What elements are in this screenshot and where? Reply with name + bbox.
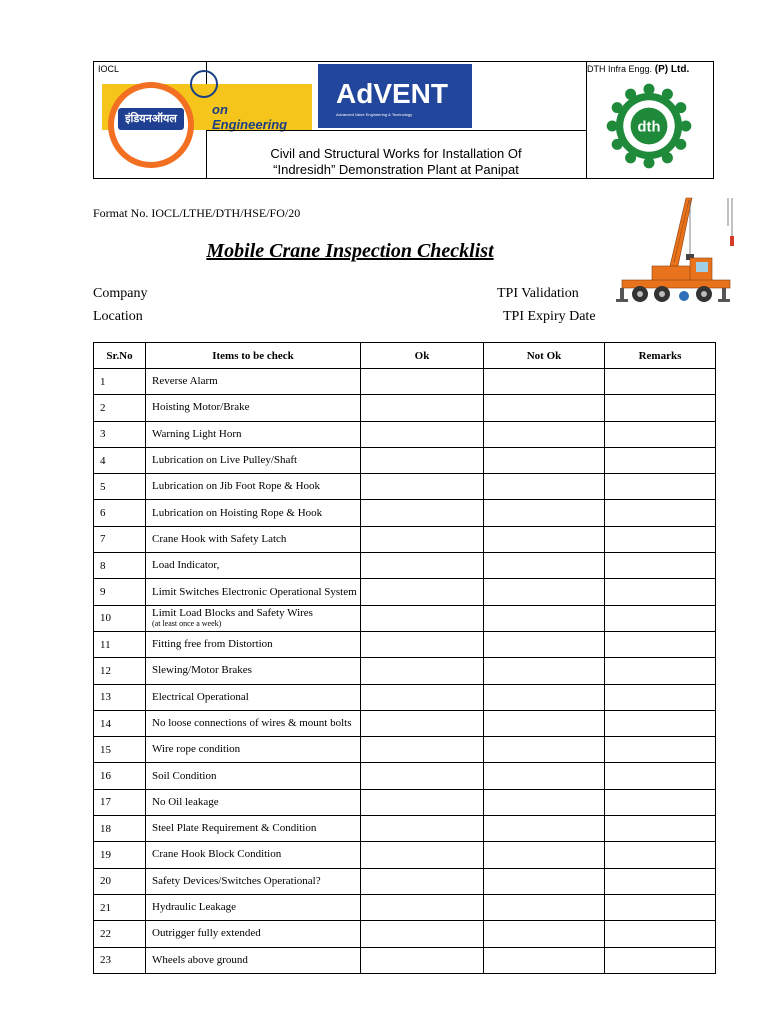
row-item-text: Fitting free from Distortion [152,638,273,651]
not-ok-cell[interactable] [484,684,605,710]
header-not-ok: Not Ok [484,343,605,369]
not-ok-cell[interactable] [484,894,605,920]
inspection-checklist-table [93,342,716,974]
table-row [94,474,716,500]
crane-illustration [612,196,736,308]
table-row [94,526,716,552]
remarks-cell[interactable] [605,710,716,736]
row-sr-no: 9 [94,579,146,605]
not-ok-cell[interactable] [484,842,605,868]
ok-cell[interactable] [361,789,484,815]
table-row [94,789,716,815]
iocl-logo-text: इंडियनऑयल [118,108,184,130]
row-sr-no: 2 [94,395,146,421]
advent-logo [318,64,472,128]
dth-cell [586,62,714,178]
company-label: Company [93,286,148,301]
row-item-text: Outrigger fully extended [152,927,261,940]
not-ok-cell[interactable] [484,553,605,579]
ok-cell[interactable] [361,553,484,579]
table-row [94,500,716,526]
row-item [146,500,361,526]
row-item [146,947,361,973]
ok-cell[interactable] [361,710,484,736]
document-header [93,61,714,179]
table-row [94,605,716,631]
ok-cell[interactable] [361,500,484,526]
remarks-cell[interactable] [605,658,716,684]
table-row [94,868,716,894]
ok-cell[interactable] [361,737,484,763]
not-ok-cell[interactable] [484,921,605,947]
not-ok-cell[interactable] [484,631,605,657]
iocl-logo [108,82,194,168]
row-item [146,447,361,473]
ok-cell[interactable] [361,605,484,631]
row-item [146,816,361,842]
ok-cell[interactable] [361,631,484,657]
not-ok-cell[interactable] [484,395,605,421]
project-title-line1: Civil and Structural Works for Installation Of [270,146,522,161]
header-ok: Ok [361,343,484,369]
ok-cell[interactable] [361,369,484,395]
table-row [94,921,716,947]
row-sr-no: 12 [94,658,146,684]
row-item-text: Crane Hook Block Condition [152,848,282,861]
not-ok-cell[interactable] [484,447,605,473]
row-item-text: Lubrication on Live Pulley/Shaft [152,454,298,467]
ok-cell[interactable] [361,395,484,421]
table-row [94,947,716,973]
table-row [94,684,716,710]
not-ok-cell[interactable] [484,737,605,763]
row-item-text: Warning Light Horn [152,427,242,440]
not-ok-cell[interactable] [484,868,605,894]
row-item [146,684,361,710]
row-item-text: Wheels above ground [152,953,248,966]
table-row [94,421,716,447]
row-item [146,894,361,920]
row-item-text: Steel Plate Requirement & Condition [152,822,317,835]
row-sr-no: 5 [94,474,146,500]
remarks-cell[interactable] [605,631,716,657]
ok-cell[interactable] [361,526,484,552]
row-item [146,474,361,500]
remarks-cell[interactable] [605,947,716,973]
row-item [146,579,361,605]
ok-cell[interactable] [361,579,484,605]
table-row [94,894,716,920]
remarks-cell[interactable] [605,921,716,947]
remarks-cell[interactable] [605,500,716,526]
row-item [146,395,361,421]
ok-cell[interactable] [361,894,484,920]
row-sr-no: 19 [94,842,146,868]
row-sr-no: 3 [94,421,146,447]
row-item-text: Lubrication on Jib Foot Rope & Hook [152,480,321,493]
row-item-text: Limit Switches Electronic Operational System [152,585,357,598]
ok-cell[interactable] [361,447,484,473]
table-row [94,658,716,684]
not-ok-cell[interactable] [484,500,605,526]
row-sr-no: 8 [94,553,146,579]
row-item [146,369,361,395]
table-row [94,447,716,473]
row-item [146,921,361,947]
ok-cell[interactable] [361,658,484,684]
ok-cell[interactable] [361,868,484,894]
not-ok-cell[interactable] [484,789,605,815]
row-sr-no: 11 [94,631,146,657]
row-sr-no: 14 [94,710,146,736]
iocl-label: IOCL [98,64,120,74]
row-item-text: Crane Hook with Safety Latch [152,532,287,545]
remarks-cell[interactable] [605,842,716,868]
table-row [94,842,716,868]
row-item-text: No loose connections of wires & mount bolts [152,717,352,729]
header-sr-no: Sr.No [94,343,146,369]
row-item-text: Hydraulic Leakage [152,901,236,914]
not-ok-cell[interactable] [484,421,605,447]
row-item-text: Wire rope condition [152,743,241,756]
row-item-text: Soil Condition [152,769,217,782]
project-title-line2: “Indresidh” Demonstration Plant at Panipat [273,162,519,177]
not-ok-cell[interactable] [484,579,605,605]
remarks-cell[interactable] [605,868,716,894]
row-item [146,737,361,763]
ok-cell[interactable] [361,684,484,710]
advent-logo-subtitle: Advanced Valve Engineering & Technology [336,112,413,117]
not-ok-cell[interactable] [484,816,605,842]
remarks-cell[interactable] [605,369,716,395]
dth-logo [603,80,695,172]
table-row [94,737,716,763]
row-sr-no: 6 [94,500,146,526]
ok-cell[interactable] [361,474,484,500]
project-title [206,146,586,178]
table-row [94,710,716,736]
remarks-cell[interactable] [605,395,716,421]
lt-logo-mark [190,70,218,98]
table-header-row [94,343,716,369]
not-ok-cell[interactable] [484,474,605,500]
location-label: Location [93,309,143,324]
row-sr-no: 1 [94,369,146,395]
not-ok-cell[interactable] [484,526,605,552]
header-remarks: Remarks [605,343,716,369]
dth-logo-text: dth [637,119,661,136]
row-sr-no: 10 [94,605,146,631]
row-item-text: Safety Devices/Switches Operational? [152,874,321,887]
row-item [146,605,361,631]
dth-label: DTH Infra Engg. (P) Ltd. [587,64,690,75]
not-ok-cell[interactable] [484,658,605,684]
table-row [94,395,716,421]
row-item-text: Electrical Operational [152,690,249,703]
not-ok-cell[interactable] [484,369,605,395]
row-item [146,553,361,579]
row-item-text: Limit Load Blocks and Safety Wires [152,607,313,620]
table-row [94,816,716,842]
remarks-cell[interactable] [605,789,716,815]
row-sr-no: 4 [94,447,146,473]
not-ok-cell[interactable] [484,763,605,789]
header-items: Items to be check [146,343,361,369]
row-item [146,421,361,447]
row-item-text: Hoisting Motor/Brake [152,401,250,414]
row-item [146,789,361,815]
row-sr-no: 18 [94,816,146,842]
remarks-cell[interactable] [605,447,716,473]
remarks-cell[interactable] [605,579,716,605]
remarks-cell[interactable] [605,894,716,920]
row-item [146,710,361,736]
row-sr-no: 15 [94,737,146,763]
row-sr-no: 20 [94,868,146,894]
ok-cell[interactable] [361,763,484,789]
row-sr-no: 23 [94,947,146,973]
remarks-cell[interactable] [605,763,716,789]
not-ok-cell[interactable] [484,605,605,631]
lt-logo-text: on Engineering [212,102,288,132]
row-item-text: No Oil leakage [152,795,219,808]
row-item-text: Lubrication on Hoisting Rope & Hook [152,506,323,519]
row-item [146,763,361,789]
row-item [146,658,361,684]
not-ok-cell[interactable] [484,947,605,973]
row-item [146,526,361,552]
remarks-cell[interactable] [605,816,716,842]
row-sr-no: 17 [94,789,146,815]
table-row [94,763,716,789]
tpi-expiry-label: TPI Expiry Date [503,309,596,324]
table-row [94,631,716,657]
remarks-cell[interactable] [605,421,716,447]
remarks-cell[interactable] [605,553,716,579]
ok-cell[interactable] [361,947,484,973]
row-sr-no: 13 [94,684,146,710]
row-sr-no: 22 [94,921,146,947]
table-row [94,369,716,395]
document-title: Mobile Crane Inspection Checklist [206,240,494,262]
tpi-validation-label: TPI Validation [497,286,579,301]
not-ok-cell[interactable] [484,710,605,736]
ok-cell[interactable] [361,842,484,868]
remarks-cell[interactable] [605,684,716,710]
remarks-cell[interactable] [605,526,716,552]
table-row [94,579,716,605]
row-item-text: Reverse Alarm [152,375,218,388]
remarks-cell[interactable] [605,737,716,763]
row-sr-no: 21 [94,894,146,920]
advent-logo-text: AdVENT [336,78,448,109]
row-sr-no: 7 [94,526,146,552]
row-item [146,868,361,894]
table-row [94,553,716,579]
remarks-cell[interactable] [605,605,716,631]
row-item-note: (at least once a week) [152,619,222,629]
remarks-cell[interactable] [605,474,716,500]
row-sr-no: 16 [94,763,146,789]
row-item-text: Load Indicator, [152,559,220,572]
ok-cell[interactable] [361,921,484,947]
ok-cell[interactable] [361,816,484,842]
ok-cell[interactable] [361,421,484,447]
row-item [146,631,361,657]
format-number: Format No. IOCL/LTHE/DTH/HSE/FO/20 [93,206,301,220]
row-item [146,842,361,868]
row-item-text: Slewing/Motor Brakes [152,664,252,677]
